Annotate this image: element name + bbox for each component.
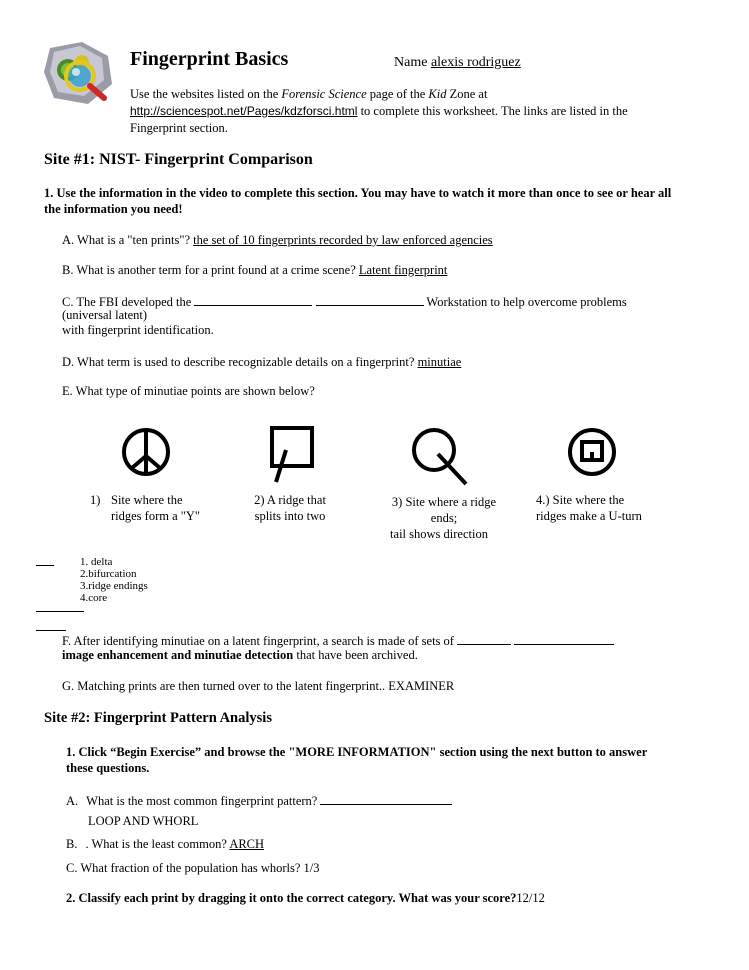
site2-heading: Site #2: Fingerprint Pattern Analysis (44, 710, 272, 726)
magnifier-fingerprint-logo-icon (42, 40, 114, 106)
intro-kid: Kid (428, 87, 447, 101)
site2-instruction: 1. Click “Begin Exercise” and browse the "MORE INFORMATION" section using the next button to answer these questions. (66, 745, 648, 775)
site1-question-e: E. What type of minutiae points are shown below? (62, 384, 315, 398)
intro-text-4: to complete this worksheet. The links are listed in the Fingerprint section. (130, 104, 628, 135)
question-f-answer: image enhancement and minutiae detection (62, 648, 294, 662)
site1-instruction: 1. Use the information in the video to complete this section. You may have to watch it more than once to see or hear all the information you need! (44, 186, 672, 216)
question-f-text-1: F. After identifying minutiae on a latent fingerprint, a search is made of sets of (62, 634, 454, 648)
name-label: Name (394, 55, 431, 70)
site1-question-b (62, 263, 447, 278)
question-f-text-3: that have been archived. (293, 648, 418, 662)
question-d-answer: minutiae (417, 355, 462, 369)
answer-blank-2[interactable] (36, 611, 84, 612)
site2-question-b (66, 837, 264, 852)
option-ridge-endings: 3.ridge endings (80, 580, 148, 592)
minutiae-options-list (80, 556, 148, 604)
site1-question-d (62, 355, 461, 370)
page-title: Fingerprint Basics (130, 48, 289, 70)
question-c-text-1: C. The FBI developed the (62, 295, 192, 309)
answer-blank-1[interactable] (36, 565, 54, 566)
site2-q2-label: 2. Classify each print by dragging it onto the correct category. What was your score? (66, 891, 517, 905)
bifurcation-symbol-icon (268, 426, 320, 484)
question-c-line3: with fingerprint identification. (62, 323, 214, 337)
site2-qb-label: . What is the least common? (85, 837, 230, 851)
site2-qb-letter: B. (66, 837, 78, 851)
intro-text-2: page of the (366, 87, 429, 101)
name-field (394, 55, 521, 71)
intro-paragraph (130, 86, 670, 137)
site2-qa-label: What is the most common fingerprint pattern? (86, 794, 318, 808)
question-f-blank-1[interactable] (457, 632, 511, 645)
intro-text-3: Zone at (446, 87, 488, 101)
intro-text-1: Use the websites listed on the (130, 87, 282, 101)
site2-qa-blank[interactable] (320, 792, 452, 805)
question-c-blank-1[interactable] (194, 293, 312, 306)
question-c-blank-2[interactable] (316, 293, 424, 306)
intro-site-name: Forensic Science (281, 87, 367, 101)
minutia-3-line2: tail shows direction (390, 527, 488, 541)
site1-heading: Site #1: NIST- Fingerprint Comparison (44, 151, 313, 168)
answer-blank-3[interactable] (36, 630, 66, 631)
name-value: alexis rodriguez (430, 55, 521, 70)
minutia-caption-2: 2) A ridge that splits into two (254, 493, 326, 523)
question-c-text-2: Workstation to help overcome problems (426, 295, 627, 309)
question-a-label: A. What is a "ten prints"? (62, 233, 194, 247)
site2-question-2 (66, 891, 545, 906)
site1-question-g: G. Matching prints are then turned over to the latent fingerprint.. EXAMINER (62, 679, 455, 693)
site1-question-a (62, 233, 493, 248)
minutia-caption-4: 4.) Site where the ridges make a U-turn (536, 493, 642, 523)
minutia-caption-1 (90, 492, 201, 523)
site2-qb-answer: ARCH (229, 837, 265, 851)
option-bifurcation: 2.bifurcation (80, 568, 137, 580)
question-c-answer: (universal latent) (62, 308, 148, 322)
site2-question-c: C. What fraction of the population has whorls? 1/3 (66, 861, 320, 875)
minutia-1-number: 1) (90, 493, 101, 507)
question-d-label: D. What term is used to describe recognizable details on a fingerprint? (62, 355, 418, 369)
minutia-3-line1: 3) Site where a ridge ends; (391, 495, 497, 525)
site1-question-f (62, 632, 614, 649)
core-symbol-icon (566, 426, 618, 478)
question-f-blank-2[interactable] (514, 632, 614, 645)
option-delta: 1. delta (80, 556, 113, 568)
site2-qa-letter: A. (66, 794, 79, 808)
delta-y-symbol-icon (120, 426, 172, 478)
option-core: 4.core (80, 592, 108, 604)
ridge-ending-symbol-icon (410, 426, 472, 488)
site2-qa-answer: LOOP AND WHORL (88, 814, 199, 828)
site2-question-a (66, 792, 452, 809)
minutia-1-text: Site where the ridges form a "Y" (111, 493, 201, 523)
site2-q2-answer: 12/12 (516, 891, 545, 905)
question-b-answer: Latent fingerprint (358, 263, 448, 277)
question-f-line2 (62, 648, 418, 663)
minutia-caption-3 (384, 494, 504, 542)
question-b-label: B. What is another term for a print found at a crime scene? (62, 263, 359, 277)
question-a-answer: the set of 10 fingerprints recorded by law enforced agencies (193, 233, 493, 247)
intro-url-link[interactable]: http://sciencespot.net/Pages/kdzforsci.html (130, 104, 358, 118)
